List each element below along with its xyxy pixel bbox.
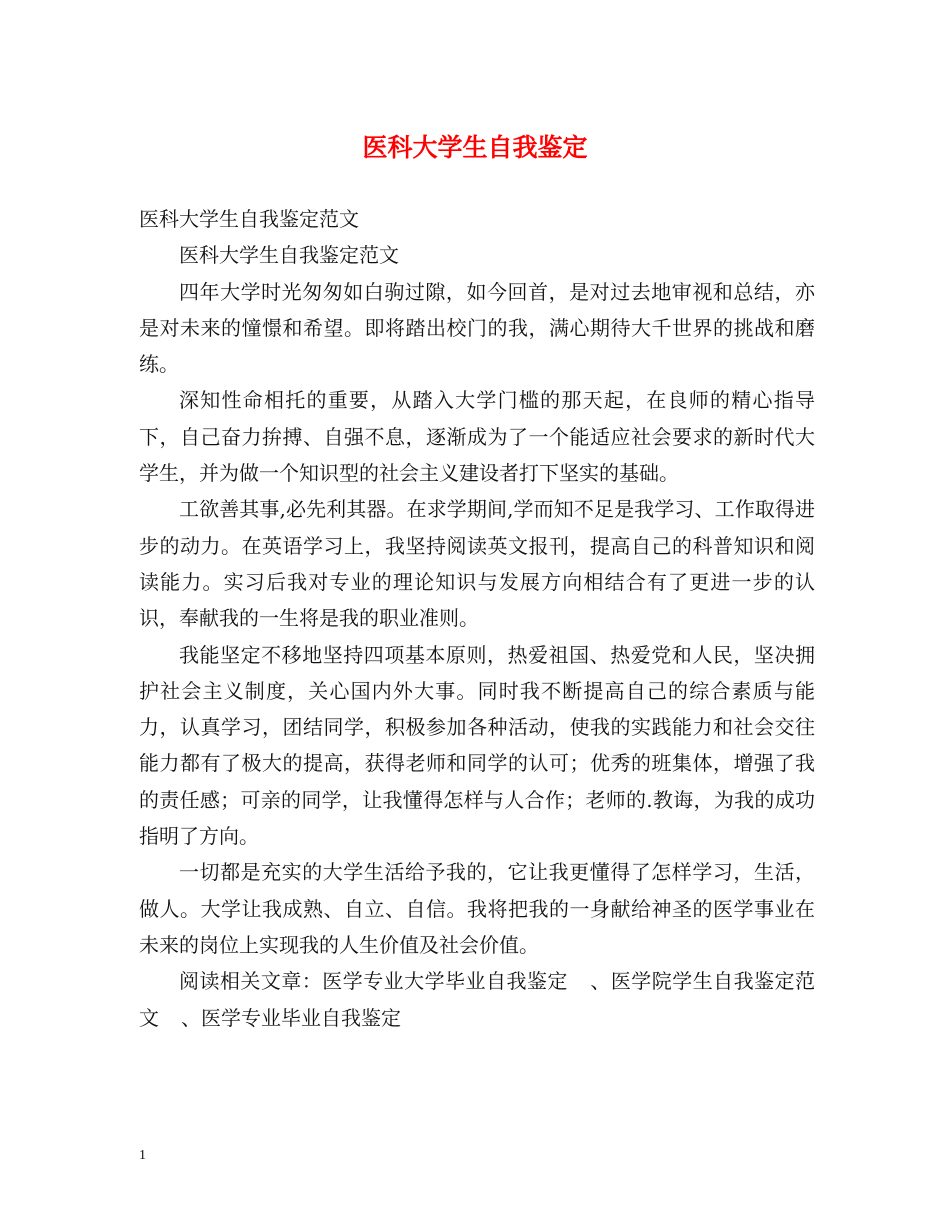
paragraph-5: 一切都是充实的大学生活给予我的，它让我更懂得了怎样学习，生活，做人。大学让我成熟、自立、自信。我将把我的一身献给神圣的医学事业在未来的岗位上实现我的人生价值及社会价值。 (139, 860, 815, 957)
page-number: 1 (139, 1148, 146, 1163)
related-link-2[interactable]: 医学院学生自我鉴定范文 (139, 969, 816, 1030)
related-separator: 、 (181, 1005, 201, 1030)
subtitle-plain: 医科大学生自我鉴定范文 (139, 207, 359, 231)
related-separator: 、 (589, 969, 611, 994)
subtitle-indented: 医科大学生自我鉴定范文 (179, 243, 399, 268)
document-title: 医科大学生自我鉴定 (362, 133, 588, 162)
document-body (139, 201, 815, 1036)
paragraph-1: 四年大学时光匆匆如白驹过隙，如今回首，是对过去地审视和总结，亦是对未来的憧憬和希望。即将踏出校门的我，满心期待大千世界的挑战和磨练。 (139, 279, 815, 377)
paragraph-2: 深知性命相托的重要，从踏入大学门槛的那天起，在良师的精心指导下，自己奋力拚搏、自强不息，逐渐成为了一个能适应社会要求的新时代大学生，并为做一个知识型的社会主义建设者打下坚实的基础。 (139, 388, 815, 486)
related-link-1[interactable]: 医学专业大学毕业自我鉴定 (322, 969, 568, 994)
related-label: 阅读相关文章： (179, 969, 323, 994)
paragraph-3: 工欲善其事,必先利其器。在求学期间,学而知不足是我学习、工作取得进步的动力。在英语学习上，我坚持阅读英文报刊，提高自己的科普知识和阅读能力。实习后我对专业的理论知识与发展方向相结合有了更进一步的认识，奉献我的一生将是我的职业准则。 (139, 497, 815, 631)
related-link-3[interactable]: 医学专业毕业自我鉴定 (201, 1005, 401, 1030)
paragraph-4: 我能坚定不移地坚持四项基本原则，热爱祖国、热爱党和人民，坚决拥护社会主义制度，关心国内外大事。同时我不断提高自己的综合素质与能力，认真学习，团结同学，积极参加各种活动，使我的实践能力和社会交往能力都有了极大的提高，获得老师和同学的认可；优秀的班集体，增强了我的责任感；可亲的同学，让我懂得怎样与人合作；老师的.教诲，为我的成功指明了方向。 (139, 642, 815, 849)
related-articles (139, 963, 815, 1036)
